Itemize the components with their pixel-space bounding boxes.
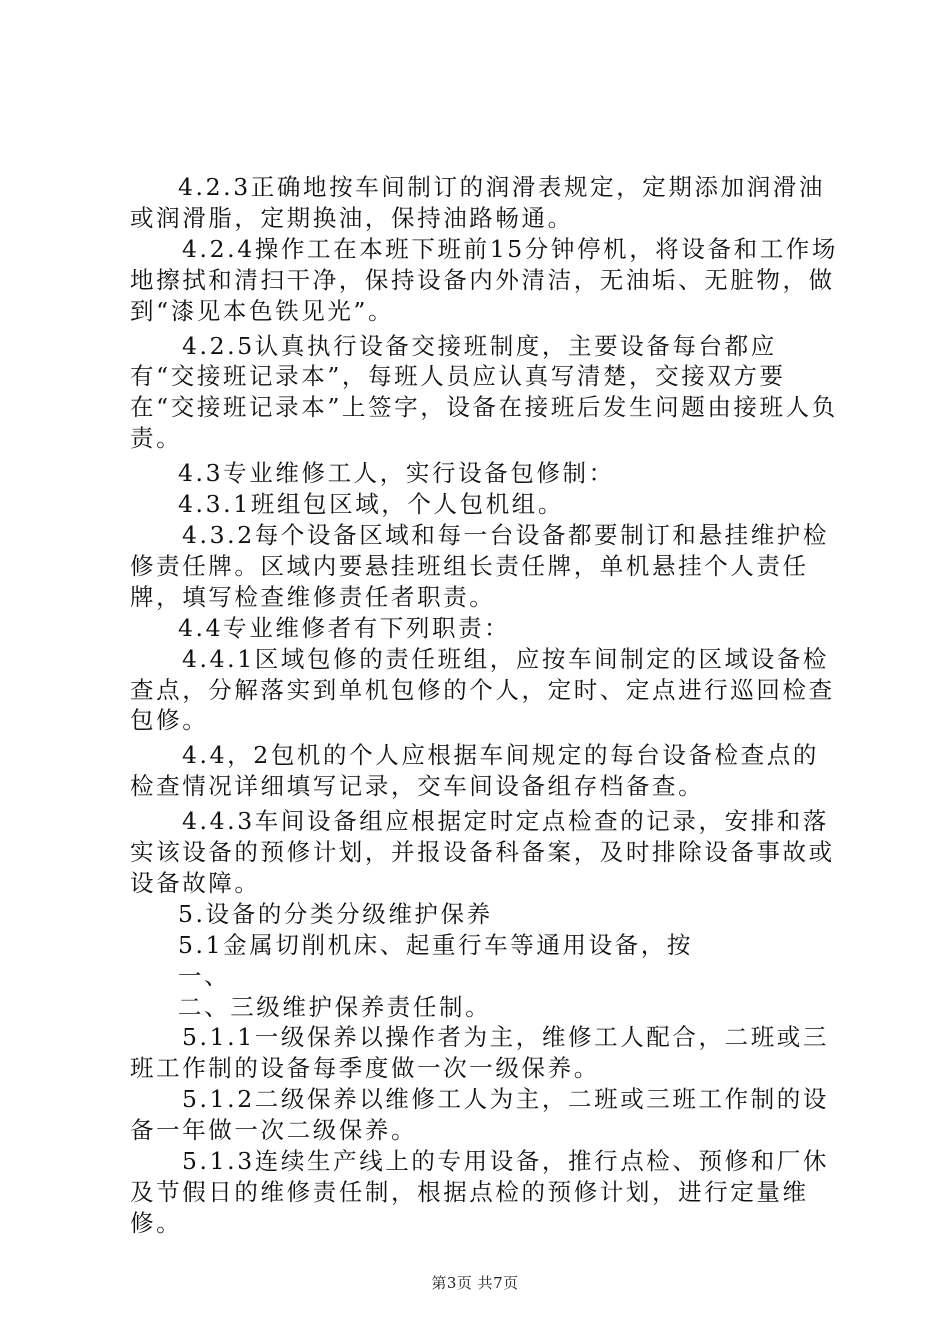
paragraph-4-4: 4.4专业维修者有下列职责： bbox=[178, 613, 511, 642]
paragraph-4-2-4: 4.2.4操作工在本班下班前15分钟停机，将设备和工作场地擦拭和清扫干净，保持设备内外清洁，无油垢、无脏物，做到“漆见本色铁见光”。 bbox=[130, 234, 838, 325]
page-footer: 第3页 共7页 bbox=[431, 1274, 519, 1292]
paragraph-list-marker: 一、 bbox=[178, 961, 231, 990]
paragraph-4-3-1: 4.3.1班组包区域，个人包机组。 bbox=[178, 490, 564, 519]
paragraph-4-2-5: 4.2.5认真执行设备交接班制度，主要设备每台都应有“交接班记录本”，每班人员应认真写清楚，交接双方要在“交接班记录本”上签字，设备在接班后发生问题由接班人负责。 bbox=[130, 331, 838, 453]
paragraph-4-4-3: 4.4.3车间设备组应根据定时定点检查的记录，安排和落实该设备的预修计划，并报设备科备案，及时排除设备事故或设备故障。 bbox=[130, 807, 835, 897]
paragraph-5-1: 5.1金属切削机床、起重行车等通用设备，按 bbox=[178, 930, 693, 959]
paragraph-5-1-2: 5.1.2二级保养以维修工人为主，二班或三班工作制的设备一年做一次二级保养。 bbox=[130, 1085, 829, 1145]
paragraph-4-4-1: 4.4.1区域包修的责任班组，应按车间制定的区域设备检查点，分解落实到单机包修的个人，定时、定点进行巡回检查包修。 bbox=[130, 644, 835, 735]
paragraph-4-2-3: 4.2.3正确地按车间制订的润滑表规定，定期添加润滑油或润滑脂，定期换油，保持油路畅通。 bbox=[130, 173, 825, 232]
paragraph-4-3: 4.3专业维修工人，实行设备包修制： bbox=[178, 459, 615, 488]
paragraph-5-1-3: 5.1.3连续生产线上的专用设备，推行点检、预修和厂休及节假日的维修责任制，根据点检的预修计划，进行定量维修。 bbox=[130, 1147, 829, 1237]
document-body bbox=[130, 172, 842, 1239]
section-heading-5: 5.设备的分类分级维护保养 bbox=[178, 899, 493, 928]
paragraph-4-4-2: 4.4，2包机的个人应根据车间规定的每台设备检查点的检查情况详细填写记录，交车间设备组存档备查。 bbox=[130, 741, 819, 801]
paragraph-4-3-2: 4.3.2每个设备区域和每一台设备都要制订和悬挂维护检修责任牌。区域内要悬挂班组长责任牌，单机悬挂个人责任牌，填写检查维修责任者职责。 bbox=[130, 520, 829, 611]
paragraph-5-1-cont: 二、三级维护保养责任制。 bbox=[178, 992, 492, 1021]
paragraph-5-1-1: 5.1.1一级保养以操作者为主，维修工人配合，二班或三班工作制的设备每季度做一次一级保养。 bbox=[130, 1023, 829, 1083]
